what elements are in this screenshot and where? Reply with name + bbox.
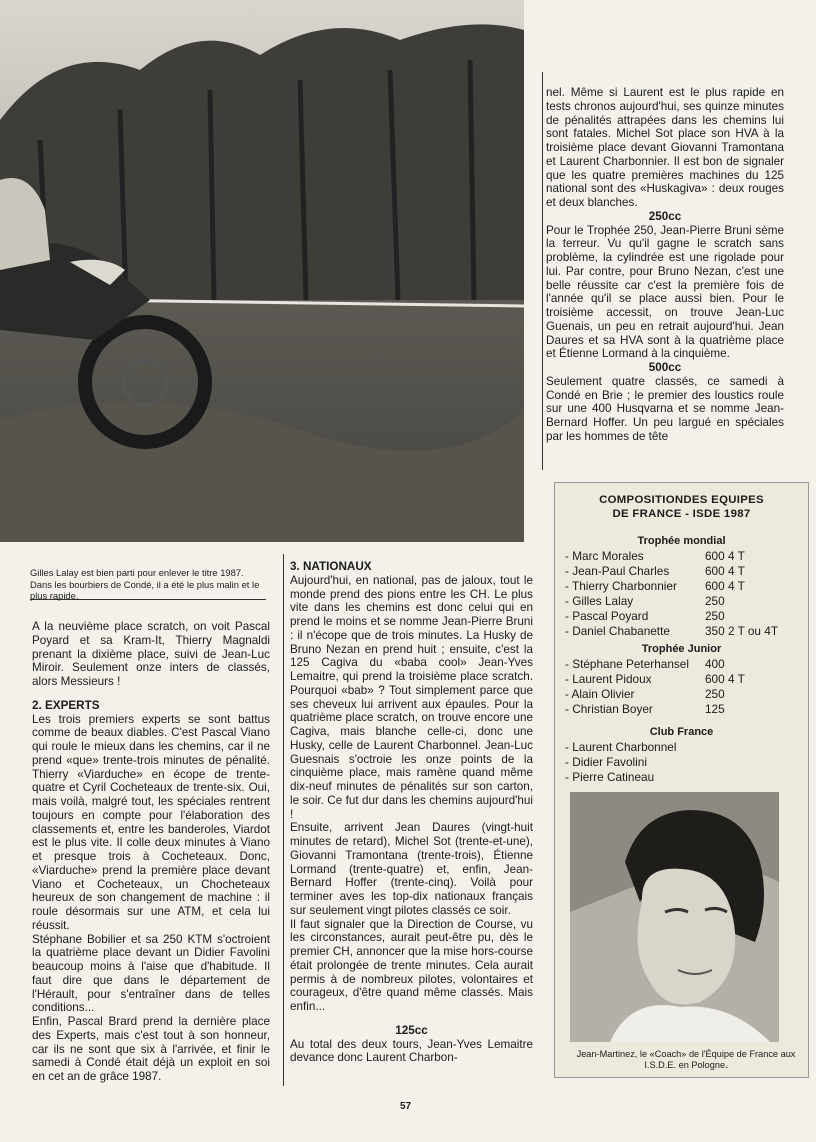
page-number: 57 xyxy=(400,1101,412,1112)
list-item: - Christian Boyer 125 xyxy=(565,701,725,716)
article-column-2 xyxy=(290,560,533,1065)
subheading-125cc: 125cc xyxy=(395,1023,428,1037)
box-title: COMPOSITIONDES EQUIPES DE FRANCE - ISDE 1987 xyxy=(599,494,764,520)
motocross-photo xyxy=(0,0,524,542)
list-item: - Thierry Charbonnier 600 4 T xyxy=(565,578,745,593)
list-item: - Pascal Poyard 250 xyxy=(565,608,725,623)
list-item: - Daniel Chabanette 350 2 T ou 4T xyxy=(565,623,779,638)
list-item: - Laurent Pidoux 600 4 T xyxy=(565,671,745,686)
list-item: - Alain Olivier 250 xyxy=(565,686,725,701)
club-france-list xyxy=(565,740,677,785)
paragraph: A la neuvième place scratch, on voit Pascal Poyard et sa Kram-It, Thierry Magnaldi prenant la dixième place, suivi de Jean-Luc Miroir. Seulement onze inters de classés, alors Messieurs ! xyxy=(32,620,270,688)
list-item: - Didier Favolini xyxy=(565,754,647,769)
subheading-500cc: 500cc xyxy=(648,361,682,374)
list-item: - Pierre Catineau xyxy=(565,769,655,784)
article-column-3 xyxy=(546,86,784,444)
section-heading-experts: 2. EXPERTS xyxy=(32,698,100,712)
paragraph: Enfin, Pascal Brard prend la dernière place des Experts, mais c'est tout à son honneur, car ils ne sont que six à l'arrivée, et finir le samedi à Condé était déjà un exploit en soi en cet an de grâce 1987. xyxy=(32,1015,270,1083)
trophee-mondial-title: Trophée mondial xyxy=(637,535,726,547)
portrait-photo xyxy=(570,792,779,1042)
paragraph: Stéphane Bobilier et sa 250 KTM s'octroient la quatrième place devant un Didier Favolini beaucoup moins à l'aise que d'habitude. Il faut dire que dans le département de l'Hérault, pour s'entraîner dans de telles conditions... xyxy=(32,932,270,1015)
list-item: - Gilles Lalay 250 xyxy=(565,593,725,608)
club-france-title: Club France xyxy=(649,726,714,738)
list-item: - Laurent Charbonnel xyxy=(565,740,677,754)
paragraph: nel. Même si Laurent est le plus rapide en tests chronos aujourd'hui, ses quinze minutes de pénalités attrapées dans les chemins lui sont fatales. Michel Sot place son HVA à la troisième place devant Giovanni Tramontana et Laurent Charbonnier. Il est bon de signaler que les quatre premières machines du 125 national sont des «Huskagiva» : deux rouges et deux blanches. xyxy=(546,86,784,209)
paragraph: Les trois premiers experts se sont battus comme de beaux diables. C'est Pascal Viano qui roule le mieux dans les chemins, car il ne prend «que» trente-trois minutes de pénalité. Thierry «Viarduche» en écope de trente-quatre et Cyril Cocheteaux de trente-six. Oui, mais voilà, malgré tout, les spéciales rentrent toujours en compte pour l'élaboration des classements et, entre les banderoles, Viardot est le plus vite. Il colle deux minutes à Viano et presque trois à Cocheteaux. Donc, «Viarduche» prend la première place devant Viano et Cocheteaux, un Chocheteaux heureux de son changement de machine : il roule désormais sur une ATM, et cela lui réussit. xyxy=(32,712,270,932)
trophee-junior-list xyxy=(565,657,745,717)
portrait-caption: Jean-Martinez, le «Coach» de l'Équipe de France aux I.S.D.E. en Pologne. xyxy=(576,1049,796,1071)
column-divider xyxy=(542,72,543,470)
article-column-1 xyxy=(32,620,270,1084)
list-item: - Stéphane Peterhansel 400 xyxy=(565,657,725,671)
trophee-junior-title: Trophée Junior xyxy=(641,643,722,655)
paragraph: Ensuite, arrivent Jean Daures (vingt-huit minutes de retard), Michel Sot (trente-et-une), Giovanni Tramontana (trente-trois), Étienne Lormand (trente-quatre) et, enfin, Jean-Bernard Hoffer (trente-cinq). Voilà pour terminer aves les top-dix nationaux français sur seulement vingt pilotes classés ce soir. xyxy=(290,821,533,917)
list-item: - Marc Morales 600 4 T xyxy=(565,549,745,563)
trophee-mondial-list xyxy=(565,549,778,638)
section-heading-nationaux: 3. NATIONAUX xyxy=(290,560,372,573)
paragraph: Pour le Trophée 250, Jean-Pierre Bruni sème la terreur. Vu qu'il gagne le scratch sans problème, la cylindrée est une rigolade pour lui. Par contre, pour Bruno Nezan, c'est une belle réussite car c'est la première fois de l'année qu'il se place aussi bien. Pour le troisième accessit, on trouve Jean-Luc Guenais, un peu en retrait aujourd'hui. Jean Daures et sa HVA sont à la quatrième place et Étienne Lormand à la cinquième. xyxy=(546,223,784,361)
paragraph: Seulement quatre classés, ce samedi à Condé en Brie ; le premier des loustics roule sur une 400 Husqvarna et se nomme Jean-Bernard Hoffer. Un peu largué en spéciales par les hommes de tête xyxy=(546,374,784,443)
paragraph: Aujourd'hui, en national, pas de jaloux, tout le monde prend des pions entre les CH. Le plus vite dans les chemins est donc celui qui en prend le moins et se nomme Jean-Pierre Bruni : il n'écope que de trois minutes. La Husky de Bruno Nezan en prend huit ; ensuite, c'est la 125 Cagiva du «baba cool» Jean-Yves Lemaitre, qui prend la troisième place scratch. Pourquoi «bab» ? Tout simplement parce que ses cheveux lui arrivent aux épaules. Pour la quatrième place scratch, on trouve encore une Cagiva, mais blanche celle-ci, donc une Husky, celle de Laurent Charbonnel. Jean-Luc Guesnais s'octroie les onze points de la cinquième place, mais ramène quand même dix-neuf minutes de pénalités sur son carton, le soir. Ce fut dur dans les chemins aujourd'hui ! xyxy=(290,573,533,821)
column-divider xyxy=(283,554,284,1086)
list-item: - Jean-Paul Charles 600 4 T xyxy=(565,563,745,578)
subheading-250cc: 250cc xyxy=(648,209,682,223)
divider xyxy=(30,599,266,600)
paragraph: Il faut signaler que la Direction de Course, vu les circonstances, aurait peut-être pu, dès le premier CH, annoncer que la mise hors-course était prolongée de trente minutes. Cela aurait permis à de nombreux pilotes, volontaires et courageux, d'être quand même classés. Mais enfin... xyxy=(290,917,533,1013)
photo-caption: Gilles Lalay est bien parti pour enlever le titre 1987. Dans les bourbiers de Condé, il a été le plus malin et le plus rapide. xyxy=(30,567,260,602)
paragraph: Au total des deux tours, Jean-Yves Lemaitre devance donc Laurent Charbon- xyxy=(290,1037,533,1065)
